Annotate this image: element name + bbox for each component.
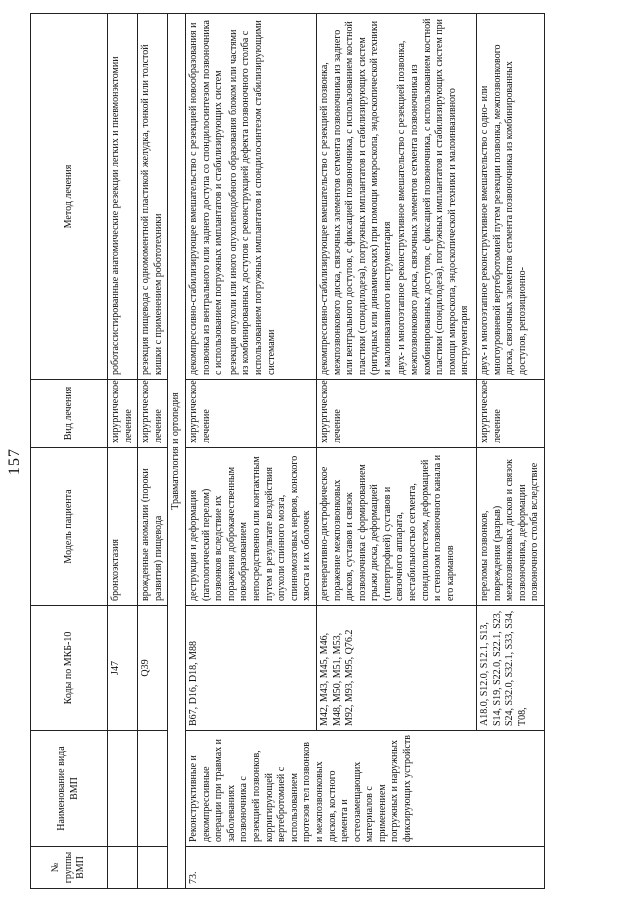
model-cell: переломы позвонков, повреждения (разрыв) межпозвонковых дисков и связок позвоночника, деформации позвоночного столба вследствие [477, 448, 545, 606]
codes-cell: M42, M43, M45, M46, M48, M50, M51, M53, M92, M93, M95, Q76.2 [316, 606, 476, 731]
method-text: двух- и многоэтапное реконструктивное вмешательство с резекцией позвонка, межпозвонкового диска, связочных элементов сегмента позвоночника из комбинированных доступов, с фиксацией позвоночника, с использованием костной пластики (спондилодеза), погружных имплантатов и стабилизирующих систем при помощи микроскопа, эндоскопической техники и малоинвазивного инструментария [396, 18, 471, 375]
method-cell [316, 14, 476, 380]
header-method: Метод лечения [31, 14, 108, 380]
model-cell: бронхоэктазия [108, 448, 138, 606]
table-header-row [31, 14, 108, 889]
section-row [168, 14, 186, 889]
page-number: 157 [6, 448, 23, 475]
header-group: № группы ВМП [31, 847, 108, 889]
type-cell: хирургическое лечение [138, 380, 168, 448]
method-text: резекция опухоли или иного опухолеподобного образования блоком или частями из комбинированных доступов с реконструкцией дефекта позвоночного столба с использованием погружных имплантатов и спондилосинтезом стабилизирующими системами [227, 20, 277, 375]
method-cell [185, 14, 316, 380]
treatment-table [30, 13, 545, 889]
model-cell: врожденные аномалии (пороки развития) пищевода [138, 448, 168, 606]
table-row [108, 14, 138, 889]
type-cell: хирургическое лечение [477, 380, 545, 448]
section-title: Травматология и ортопедия [168, 14, 186, 889]
method-cell: резекция пищевода с одномоментной пластикой желудка, тонкой или толстой кишки с применением робототехники [138, 14, 168, 380]
model-cell: дегенеративно-дистрофическое поражение межпозвонковых дисков, суставов и связок позвоночника с формированием грыжи диска, деформацией (гипертрофией) суставов и связочного аппарата, нестабильностью сегмента, спондилолистезом, деформацией и стенозом позвоночного канала и его карманов [316, 448, 476, 606]
codes-cell: В67, D16, D18, M88 [185, 606, 316, 731]
codes-cell: Q39 [138, 606, 168, 731]
header-name: Наименование вида ВМП [31, 731, 108, 847]
header-model: Модель пациента [31, 448, 108, 606]
type-cell: хирургическое лечение [185, 380, 316, 448]
table-row [185, 14, 316, 889]
method-cell: роботассистированные анатомические резекции легких и пневмонэктомии [108, 14, 138, 380]
method-text: декомпрессивно-стабилизирующее вмешательство с резекцией позвонка, межпозвонкового диска, связочных элементов сегмента позвоночника из заднего или вентрального доступов, с фиксацией позвоночника, с использованием костной пластики (спондилодеза), погружных имплантатов и стабилизирующих систем (ригидных или динамических) при помощи микроскопа, эндоскопической техники и малоинвазивного инструментария [318, 20, 393, 375]
method-text: декомпрессивно-стабилизирующее вмешательство с резекцией новообразования и позвонка из вентрального или заднего доступа со спондилосинтезом позвоночника с использованием погружных имплантатов и стабилизирующих систем [187, 20, 225, 375]
type-cell: хирургическое лечение [316, 380, 476, 448]
model-cell: деструкция и деформация (патологический перелом) позвонков вследствие их поражения доброкачественным новообразованием непосредственно или контактным путем в результате воздействия опухоли спинного мозга, спинномозговых нервов, конского хвоста и их оболочек [185, 448, 316, 606]
header-codes: Коды по МКБ-10 [31, 606, 108, 731]
codes-cell: A18.0, S12.0, S12.1, S13, S14, S19, S22.0, S22.1, S23, S24, S32.0, S32.1, S33, S34, T08, [477, 606, 545, 731]
table-row [138, 14, 168, 889]
vmp-name: Реконструктивные и декомпрессивные операции при травмах и заболеваниях позвоночника с резекцией позвонков, корригирующей вертебротомией с использованием протезов тел позвонков и межпозвонковых дисков, костного цемента и остеозамещающих материалов с применением погружных и наружных фиксирующих устройств [185, 731, 544, 847]
header-type: Вид лечения [31, 380, 108, 448]
codes-cell: J47 [108, 606, 138, 731]
type-cell: хирургическое лечение [108, 380, 138, 448]
method-cell: двух- и многоэтапное реконструктивное вмешательство с одно- или многоуровневой вертебротомией путем резекции позвонка, межпозвонкового диска, связочных элементов сегмента позвоночника из комбинированных доступов, репозиционно- [477, 14, 545, 380]
group-number: 73. [185, 847, 544, 889]
